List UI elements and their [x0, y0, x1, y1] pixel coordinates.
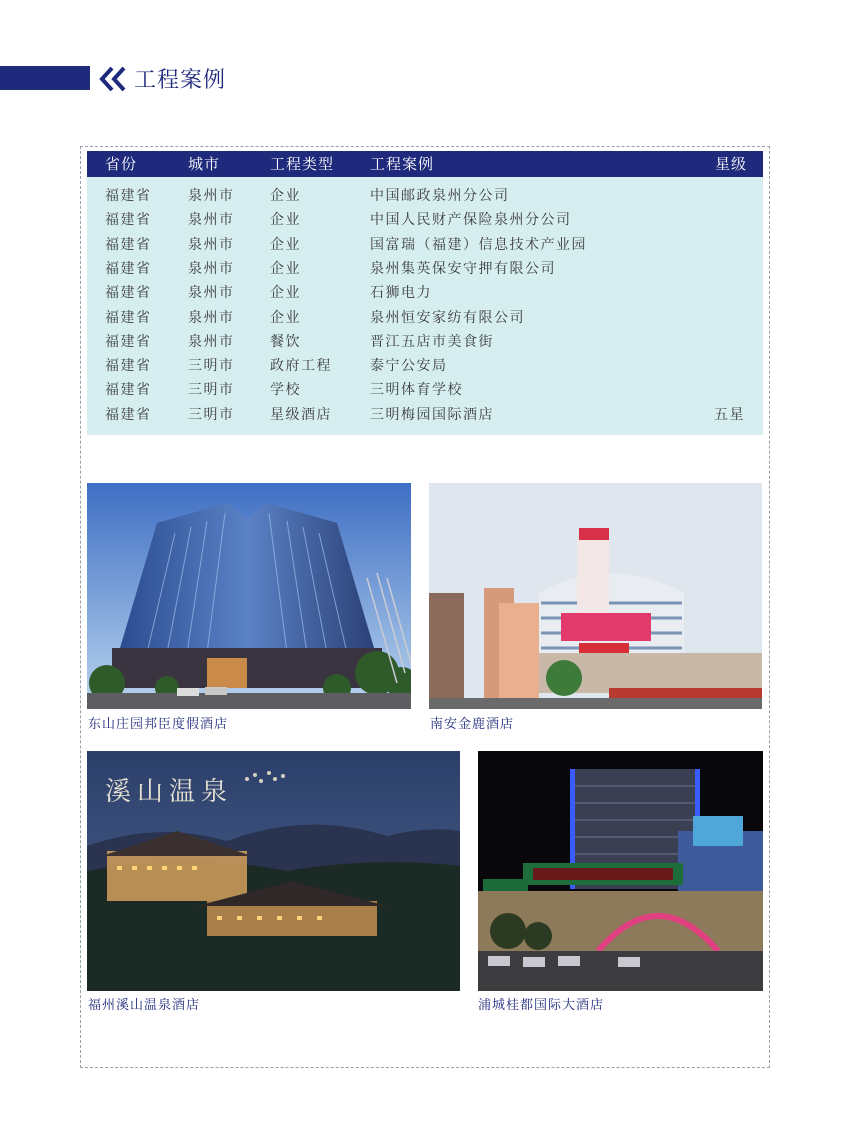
- cell-project: 泉州集英保安守押有限公司: [370, 260, 556, 277]
- photo-dongshan-hotel: [87, 483, 411, 709]
- cell-city: 泉州市: [188, 188, 235, 204]
- cell-project: 中国人民财产保险泉州分公司: [370, 212, 572, 229]
- cell-province: 福建省: [105, 236, 152, 253]
- page-title: 工程案例: [134, 68, 227, 93]
- cell-type: 企业: [270, 188, 301, 204]
- cell-type: 企业: [270, 260, 301, 277]
- header-province: 省份: [105, 155, 138, 173]
- table-row: [87, 330, 763, 354]
- cell-project: 三明梅园国际酒店: [370, 406, 494, 423]
- cell-project: 晋江五店市美食街: [370, 333, 494, 350]
- header-type: 工程类型: [270, 155, 335, 173]
- header-star: 星级: [714, 155, 747, 173]
- cell-city: 泉州市: [188, 236, 235, 253]
- table-row: [87, 233, 763, 257]
- photo-jinlu-hotel: [429, 483, 762, 709]
- double-chevron-left-icon: [98, 62, 128, 96]
- cell-province: 福建省: [105, 285, 152, 302]
- cell-type: 政府工程: [270, 358, 332, 375]
- photo-xishan-hotel: [87, 751, 460, 991]
- cell-city: 泉州市: [188, 333, 235, 350]
- caption-guidu-hotel: 浦城桂都国际大酒店: [478, 998, 605, 1013]
- cell-city: 泉州市: [188, 309, 235, 326]
- cell-city: 三明市: [188, 382, 235, 399]
- caption-xishan-hotel: 福州溪山温泉酒店: [88, 998, 201, 1013]
- cell-type: 餐饮: [270, 333, 301, 350]
- xishan-logo: 溪山温泉: [105, 777, 234, 807]
- cell-city: 泉州市: [188, 212, 235, 229]
- table-row: [87, 257, 763, 281]
- cell-project: 三明体育学校: [370, 382, 463, 399]
- cell-star: 五星: [714, 406, 745, 423]
- cell-city: 三明市: [188, 406, 235, 423]
- cell-city: 泉州市: [188, 260, 235, 277]
- header-project: 工程案例: [370, 155, 435, 173]
- cell-province: 福建省: [105, 188, 152, 204]
- cell-project: 石狮电力: [370, 285, 432, 302]
- table-row: [87, 306, 763, 330]
- cell-project: 泉州恒安家纺有限公司: [370, 309, 525, 326]
- cell-city: 泉州市: [188, 285, 235, 302]
- table-header: [87, 151, 763, 177]
- header-city: 城市: [188, 155, 221, 173]
- caption-dongshan-hotel: 东山庄园邦臣度假酒店: [88, 717, 229, 732]
- caption-jinlu-hotel: 南安金鹿酒店: [430, 717, 515, 732]
- cell-type: 企业: [270, 285, 301, 302]
- cell-province: 福建省: [105, 382, 152, 399]
- cell-province: 福建省: [105, 333, 152, 350]
- cell-city: 三明市: [188, 358, 235, 375]
- table-row: [87, 378, 763, 402]
- header-accent-bar: [0, 66, 90, 90]
- cell-project: 中国邮政泉州分公司: [370, 188, 510, 204]
- table-row: [87, 281, 763, 305]
- project-table: [87, 151, 763, 435]
- cell-province: 福建省: [105, 212, 152, 229]
- cell-province: 福建省: [105, 260, 152, 277]
- cell-type: 学校: [270, 382, 301, 399]
- table-row: [87, 184, 763, 208]
- cell-project: 国富瑞（福建）信息技术产业园: [370, 236, 587, 253]
- cell-project: 泰宁公安局: [370, 358, 448, 375]
- photo-guidu-hotel: [478, 751, 763, 991]
- table-row: [87, 403, 763, 427]
- cell-type: 星级酒店: [270, 406, 332, 423]
- cell-type: 企业: [270, 236, 301, 253]
- cell-province: 福建省: [105, 309, 152, 326]
- cell-type: 企业: [270, 309, 301, 326]
- cell-province: 福建省: [105, 406, 152, 423]
- cell-province: 福建省: [105, 358, 152, 375]
- table-row: [87, 354, 763, 378]
- table-row: [87, 208, 763, 232]
- cell-type: 企业: [270, 212, 301, 229]
